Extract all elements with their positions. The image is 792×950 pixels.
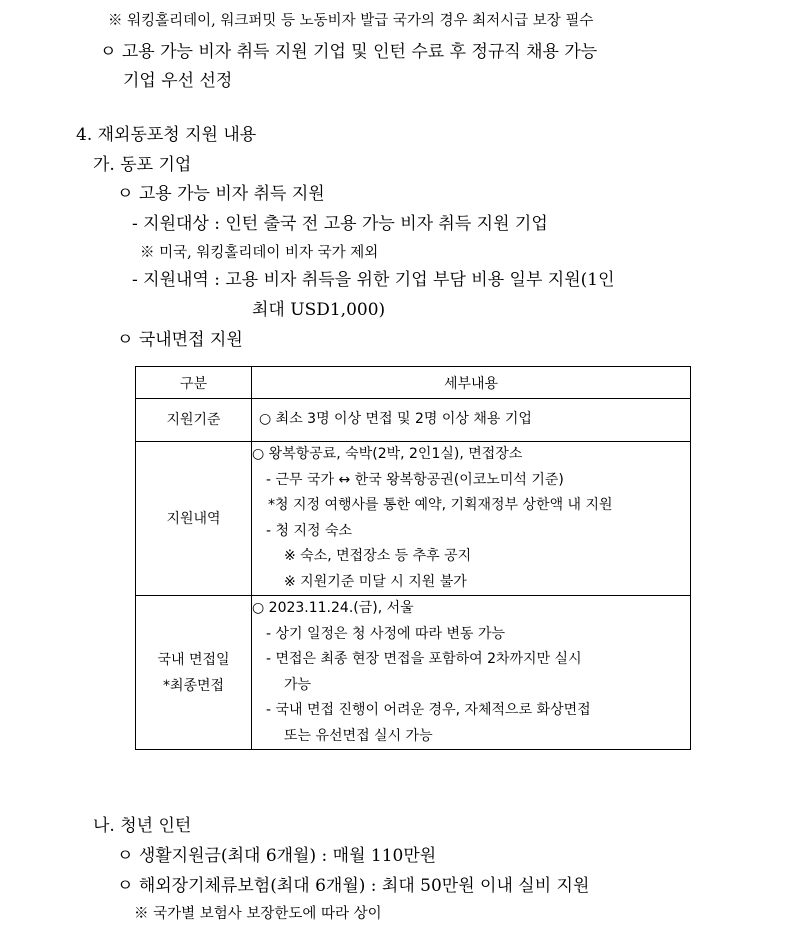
table-header-detail: 세부내용 bbox=[252, 367, 691, 399]
detail-line: ※ 지원기준 미달 시 지원 불가 bbox=[284, 573, 467, 590]
table-row bbox=[136, 596, 691, 750]
detail-line: - 상기 일정은 청 사정에 따라 변동 가능 bbox=[266, 625, 506, 642]
bullet-priority-line1: ㅇ 고용 가능 비자 취득 지원 기업 및 인턴 수료 후 정규직 채용 가능 bbox=[100, 42, 598, 62]
subsection-heading-na: 나. 청년 인턴 bbox=[93, 816, 192, 836]
subsection-heading-ga: 가. 동포 기업 bbox=[93, 155, 192, 175]
bullet-priority-line2: 기업 우선 선정 bbox=[123, 71, 233, 91]
insurance-note: ※ 국가별 보험사 보장한도에 따라 상이 bbox=[134, 906, 382, 922]
row-label-criteria: 지원기준 bbox=[136, 399, 252, 442]
detail-line: ○ 2023.11.24.(금), 서울 bbox=[252, 600, 414, 616]
bullet-domestic-interview: ㅇ 국내면접 지원 bbox=[117, 330, 243, 350]
row-label-line: *최종면접 bbox=[162, 677, 225, 694]
table-row bbox=[136, 399, 691, 442]
note-working-holiday: ※ 워킹홀리데이, 워크퍼밋 등 노동비자 발급 국가의 경우 최저시급 보장 필수 bbox=[108, 13, 594, 29]
row-label-line: 국내 면접일 bbox=[157, 651, 230, 668]
support-content-line1: - 지원내역 : 고용 비자 취득을 위한 기업 부담 비용 일부 지원(1인 bbox=[132, 270, 615, 290]
bullet-living-allowance: ㅇ 생활지원금(최대 6개월) : 매월 110만원 bbox=[117, 846, 437, 866]
row-label-support: 지원내역 bbox=[136, 442, 252, 596]
table-row bbox=[136, 442, 691, 596]
detail-line: 가능 bbox=[284, 676, 312, 693]
detail-line: ※ 숙소, 면접장소 등 추후 공지 bbox=[284, 548, 472, 564]
table-header-row bbox=[136, 367, 691, 399]
section-heading-4: 4. 재외동포청 지원 내용 bbox=[76, 125, 257, 145]
detail-line: ○ 왕복항공료, 숙박(2박, 2인1실), 면접장소 bbox=[252, 446, 523, 462]
detail-line: ○ 최소 3명 이상 면접 및 2명 이상 채용 기업 bbox=[259, 411, 532, 428]
row-label-interview-date bbox=[136, 596, 252, 750]
support-content-line2: 최대 USD1,000) bbox=[252, 300, 386, 320]
support-target-note: ※ 미국, 워킹홀리데이 비자 국가 제외 bbox=[140, 245, 379, 261]
detail-line: 또는 유선면접 실시 가능 bbox=[284, 727, 433, 744]
row-detail-criteria bbox=[252, 399, 691, 442]
detail-line: - 국내 면접 진행이 어려운 경우, 자체적으로 화상면접 bbox=[266, 702, 591, 718]
table-header-category: 구분 bbox=[136, 367, 252, 399]
interview-support-table bbox=[135, 366, 691, 750]
row-detail-support bbox=[252, 442, 691, 596]
detail-line: - 면접은 최종 현장 면접을 포함하여 2차까지만 실시 bbox=[266, 651, 582, 667]
detail-line: *청 지정 여행사를 통한 예약, 기획재정부 상한액 내 지원 bbox=[268, 497, 613, 513]
support-target-line: - 지원대상 : 인턴 출국 전 고용 가능 비자 취득 지원 기업 bbox=[132, 214, 548, 234]
row-detail-interview-date bbox=[252, 596, 691, 750]
bullet-long-stay-insurance: ㅇ 해외장기체류보험(최대 6개월) : 최대 50만원 이내 실비 지원 bbox=[117, 876, 590, 896]
detail-line: - 청 지정 숙소 bbox=[266, 522, 353, 539]
bullet-visa-support: ㅇ 고용 가능 비자 취득 지원 bbox=[117, 184, 325, 204]
detail-line: - 근무 국가 ↔ 한국 왕복항공권(이코노미석 기준) bbox=[266, 471, 564, 488]
